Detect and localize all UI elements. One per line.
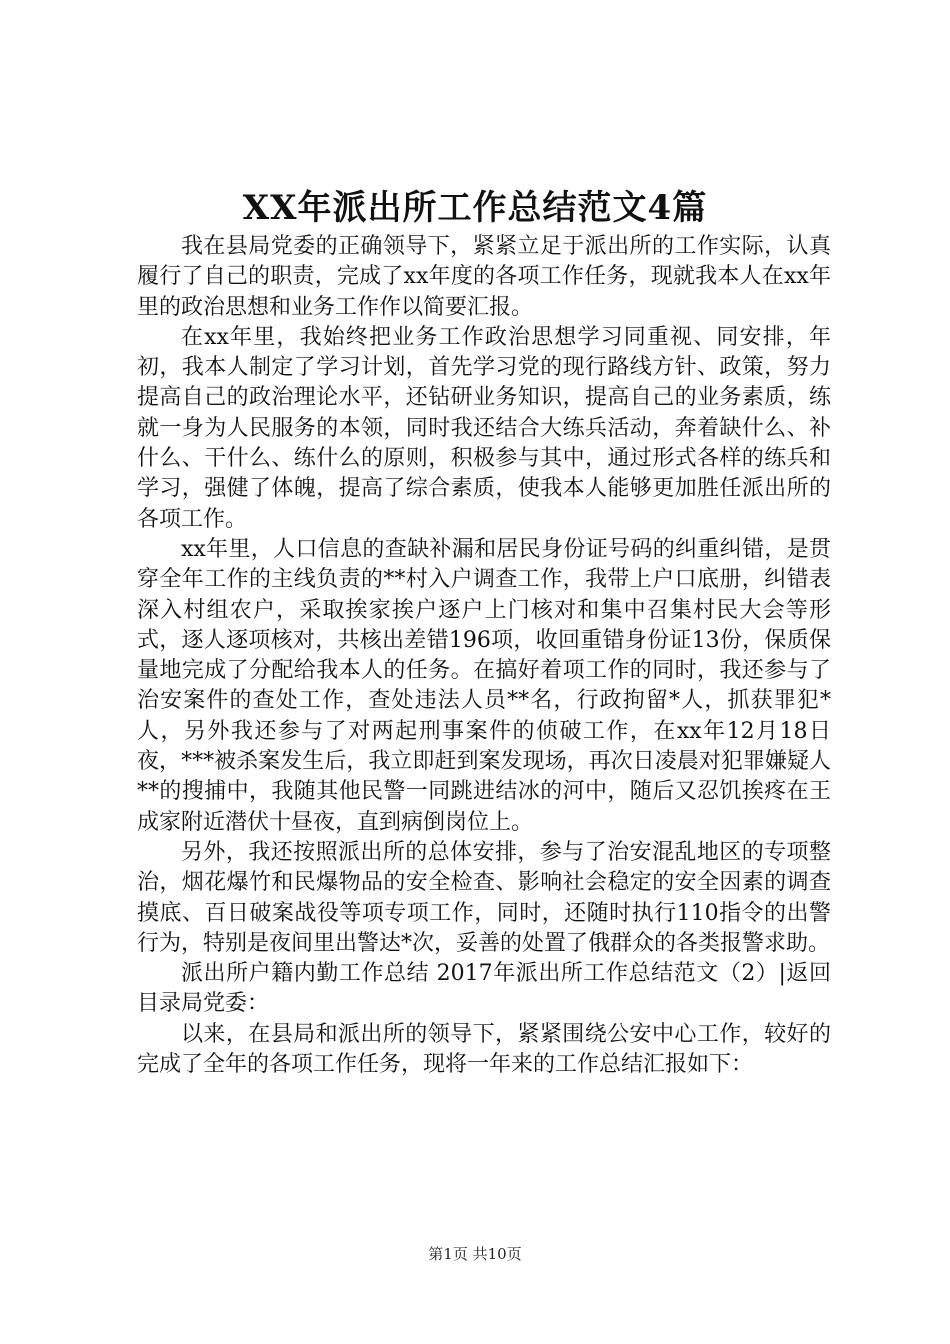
page-footer: 第1页 共10页: [428, 1245, 522, 1263]
paragraph-6: 以来，在县局和派出所的领导下，紧紧围绕公安中心工作，较好的完成了全年的各项工作任务，现将一年来的工作总结汇报如下：: [137, 1021, 831, 1078]
paragraph-4: 另外，我还按照派出所的总体安排，参与了治安混乱地区的专项整治，烟花爆竹和民爆物品的安全检查、影响社会稳定的安全因素的调查摸底、百日破案战役等项专项工作，同时，还随时执行110指令的出警行为，特别是夜间里出警达*次，妥善的处置了俄群众的各类报警求助。: [137, 839, 831, 956]
document-title: XX年派出所工作总结范文4篇: [242, 188, 708, 228]
paragraph-5: 派出所户籍内勤工作总结 2017年派出所工作总结范文（2）|返回目录局党委：: [137, 961, 831, 1017]
paragraph-1: 我在县局党委的正确领导下，紧紧立足于派出所的工作实际，认真履行了自己的职责，完成了xx年度的各项工作任务，现就我本人在xx年里的政治思想和业务工作作以简要汇报。: [137, 234, 831, 320]
document-body: [137, 232, 831, 1080]
paragraph-3: xx年里，人口信息的查缺补漏和居民身份证号码的纠重纠错，是贯穿全年工作的主线负责的**村入户调查工作，我带上户口底册，纠错表深入村组农户，采取挨家挨户逐户上门核对和集中召集村民大会等形式，逐人逐项核对，共核出差错196项，收回重错身份证13份，保质保量地完成了分配给我本人的任务。在搞好着项工作的同时，我还参与了治安案件的查处工作，查处违法人员**名，行政拘留*人，抓获罪犯*人，另外我还参与了对两起刑事案件的侦破工作，在xx年12月18日夜，***被杀案发生后，我立即赶到案发现场，再次日凌晨对犯罪嫌疑人**的搜捕中，我随其他民警一同跳进结冰的河中，随后又忍饥挨疼在王成家附近潜伏十昼夜，直到病倒岗位上。: [137, 536, 831, 835]
paragraph-2: 在xx年里，我始终把业务工作政治思想学习同重视、同安排，年初，我本人制定了学习计划，首先学习党的现行路线方针、政策，努力提高自己的政治理论水平，还钻研业务知识，提高自己的业务素质，练就一身为人民服务的本领，同时我还结合大练兵活动，奔着缺什么、补什么、干什么、练什么的原则，积极参与其中，通过形式各样的练兵和学习，强健了体魄，提高了综合素质，使我本人能够更加胜任派出所的各项工作。: [137, 324, 831, 532]
